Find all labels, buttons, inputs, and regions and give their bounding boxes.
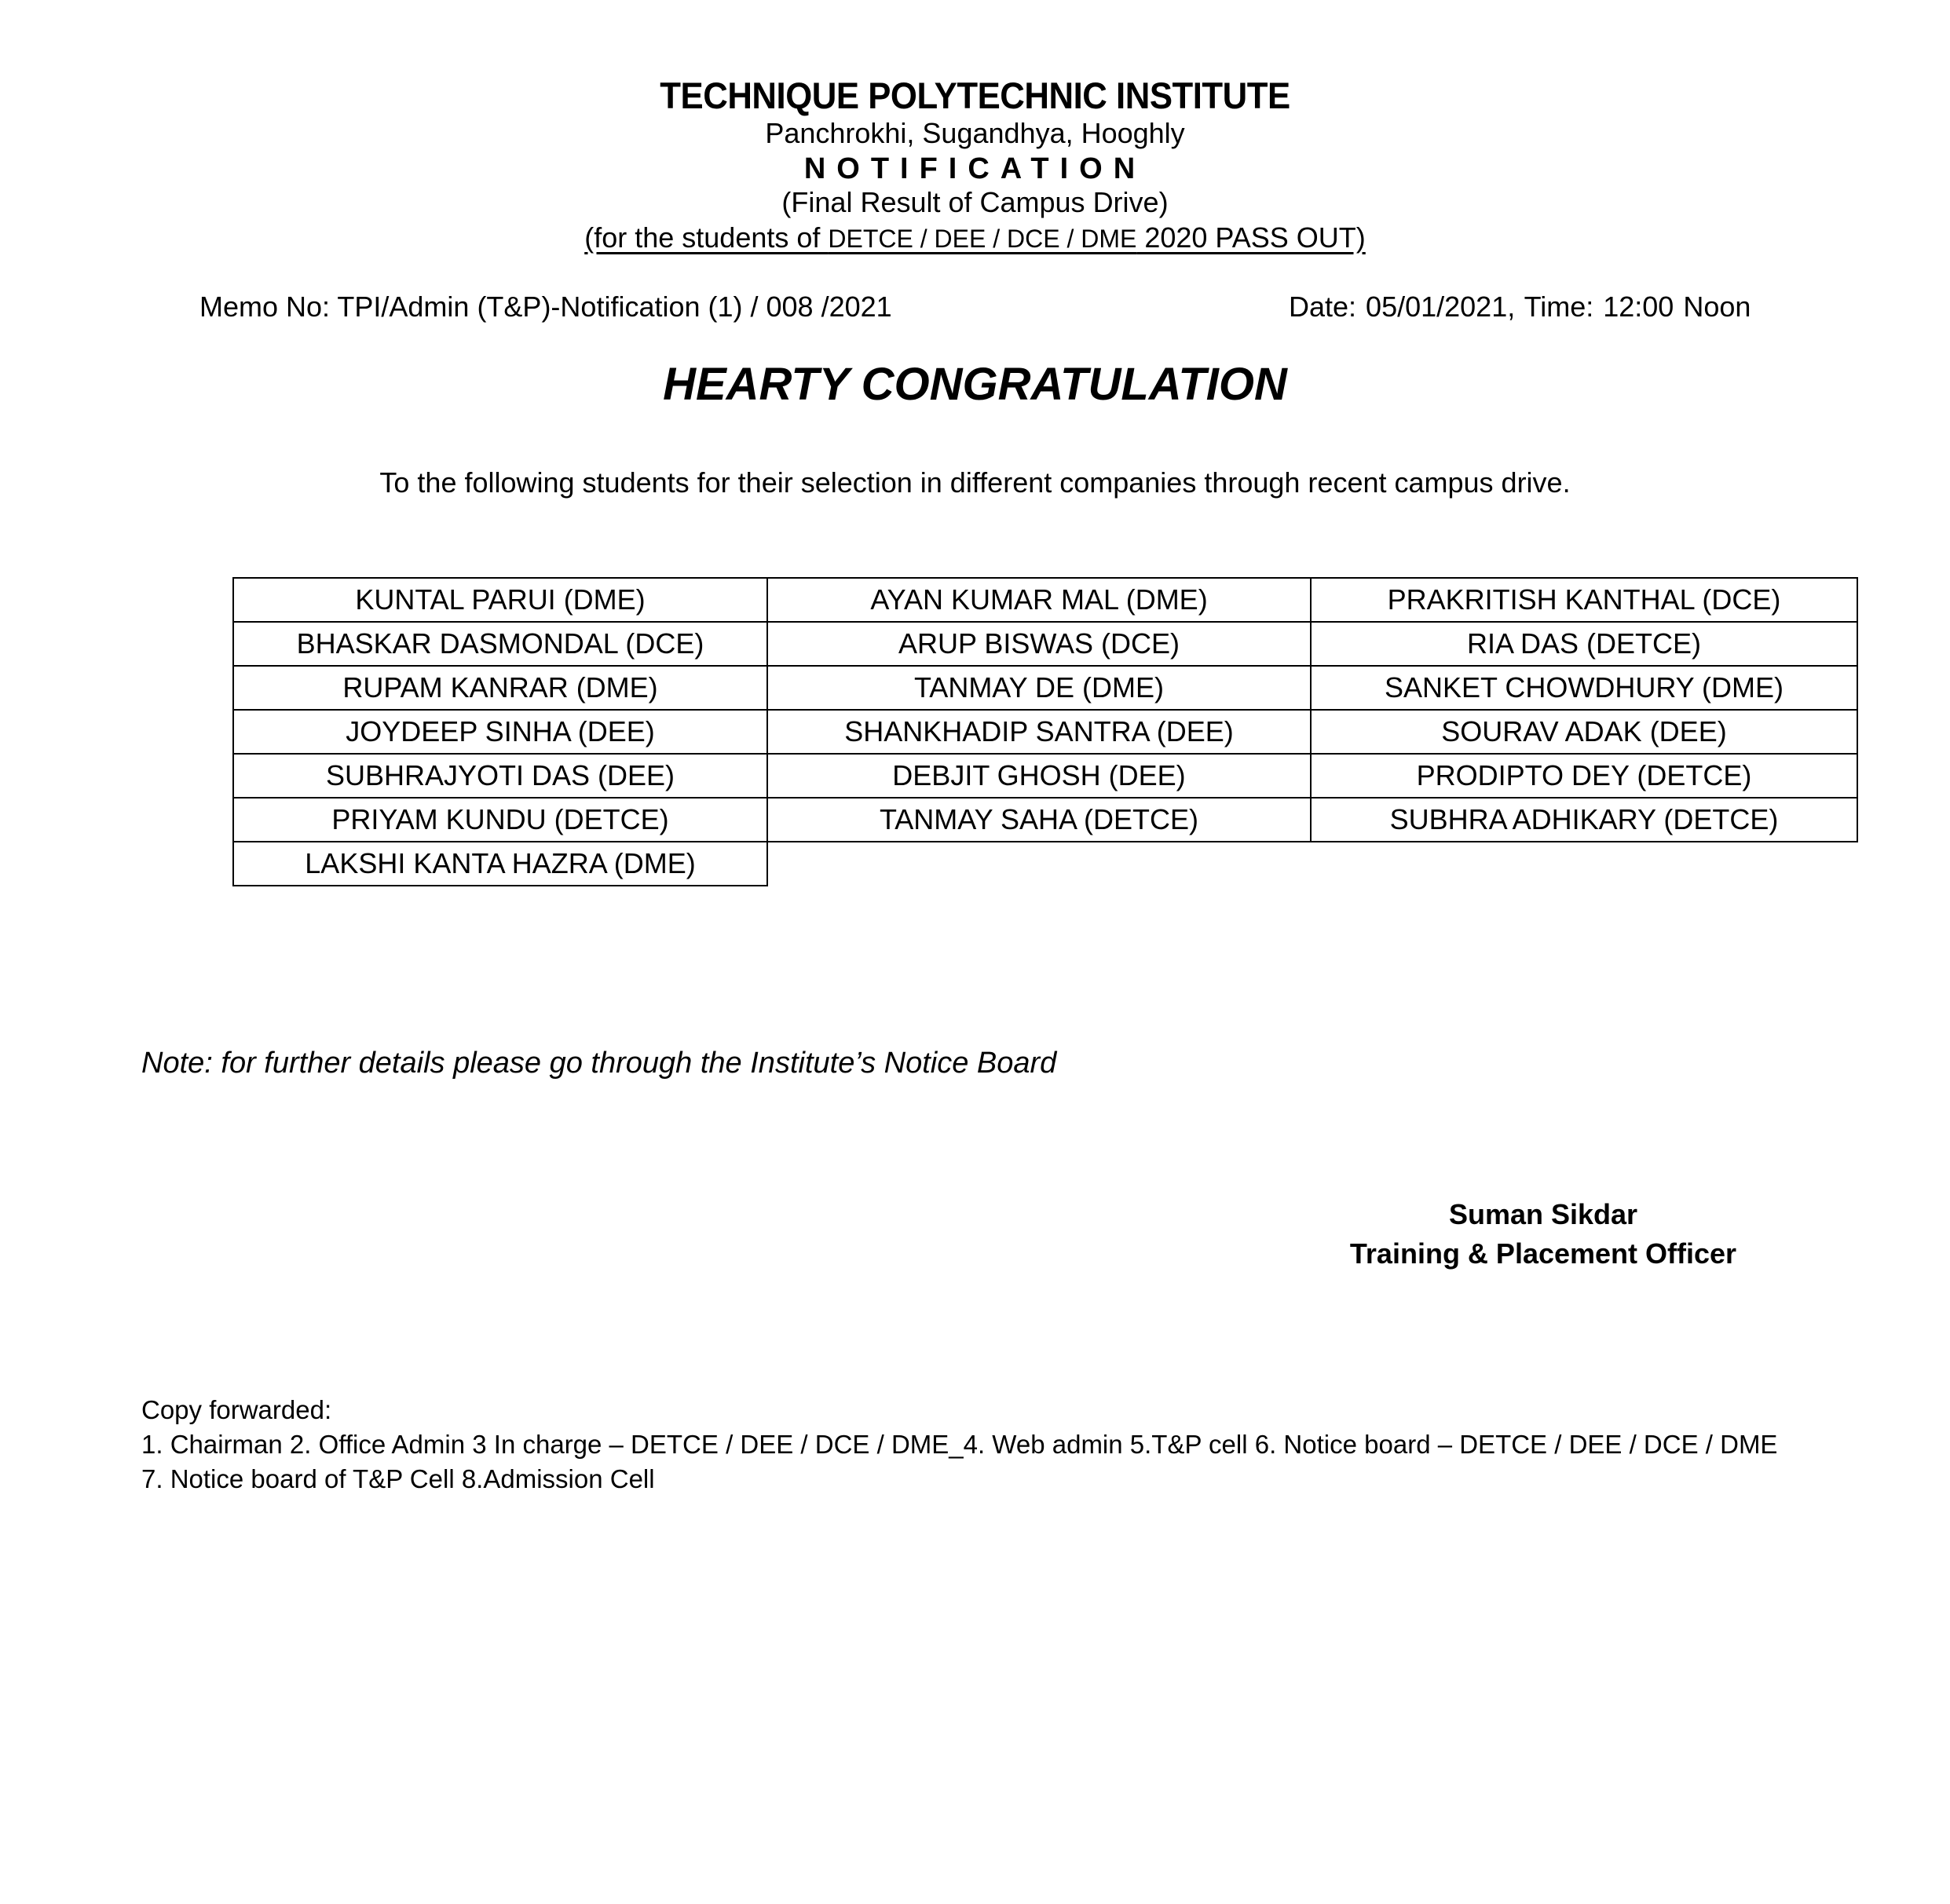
student-cell: SUBHRAJYOTI DAS (DEE) bbox=[233, 754, 767, 798]
student-cell: PRODIPTO DEY (DETCE) bbox=[1311, 754, 1857, 798]
page-heading: HEARTY CONGRATULATION bbox=[663, 359, 1287, 410]
student-cell: SHANKHADIP SANTRA (DEE) bbox=[767, 710, 1311, 754]
student-cell: SANKET CHOWDHURY (DME) bbox=[1311, 666, 1857, 710]
table-row bbox=[233, 842, 1857, 886]
student-cell: KUNTAL PARUI (DME) bbox=[233, 578, 767, 622]
selected-students-table bbox=[232, 577, 1858, 886]
signatory-name: Suman Sikdar bbox=[1448, 1198, 1638, 1230]
notification-subtitle: (Final Result of Campus Drive) bbox=[781, 186, 1169, 218]
table-row bbox=[233, 710, 1857, 754]
copy-forwarded-label: Copy forwarded: bbox=[141, 1395, 332, 1424]
table-row bbox=[233, 578, 1857, 622]
institute-name: TECHNIQUE POLYTECHNIC INSTITUTE bbox=[660, 75, 1290, 116]
student-cell: ARUP BISWAS (DCE) bbox=[767, 622, 1311, 666]
student-cell: RIA DAS (DETCE) bbox=[1311, 622, 1857, 666]
student-cell: TANMAY SAHA (DETCE) bbox=[767, 798, 1311, 842]
memo-number: Memo No: TPI/Admin (T&P)-Notification (1) / 008 /2021 bbox=[199, 291, 892, 323]
student-cell: SOURAV ADAK (DEE) bbox=[1311, 710, 1857, 754]
copy-forwarded-line-2: 7. Notice board of T&P Cell 8.Admission Cell bbox=[141, 1464, 655, 1493]
students-prefix: (for the students of bbox=[584, 221, 829, 254]
date-time: Date: 05/01/2021, Time: 12:00 Noon bbox=[1289, 291, 1751, 323]
empty-cell bbox=[1311, 842, 1857, 886]
copy-forwarded-line-1: 1. Chairman 2. Office Admin 3 In charge – DETCE / DEE / DCE / DME_4. Web admin 5.T&P cell 6. Notice board – DETCE / DEE / DCE / DME bbox=[141, 1430, 1778, 1459]
student-cell: PRIYAM KUNDU (DETCE) bbox=[233, 798, 767, 842]
student-cell: AYAN KUMAR MAL (DME) bbox=[767, 578, 1311, 622]
students-suffix: 2020 PASS OUT) bbox=[1136, 221, 1366, 254]
note-text: Note: for further details please go through the Institute’s Notice Board bbox=[141, 1047, 1057, 1080]
student-cell: PRAKRITISH KANTHAL (DCE) bbox=[1311, 578, 1857, 622]
table-row bbox=[233, 754, 1857, 798]
student-cell: SUBHRA ADHIKARY (DETCE) bbox=[1311, 798, 1857, 842]
student-cell: BHASKAR DASMONDAL (DCE) bbox=[233, 622, 767, 666]
institute-address: Panchrokhi, Sugandhya, Hooghly bbox=[765, 117, 1185, 149]
student-cell: TANMAY DE (DME) bbox=[767, 666, 1311, 710]
table-row bbox=[233, 622, 1857, 666]
intro-text: To the following students for their selection in different companies through recent campus drive. bbox=[379, 466, 1571, 499]
student-cell: DEBJIT GHOSH (DEE) bbox=[767, 754, 1311, 798]
empty-cell bbox=[767, 842, 1311, 886]
students-depts: DETCE / DEE / DCE / DME bbox=[828, 225, 1137, 253]
table-row bbox=[233, 798, 1857, 842]
notification-title: NOTIFICATION bbox=[803, 152, 1147, 185]
student-cell: RUPAM KANRAR (DME) bbox=[233, 666, 767, 710]
table-row bbox=[233, 666, 1857, 710]
student-cell: LAKSHI KANTA HAZRA (DME) bbox=[233, 842, 767, 886]
signatory-title: Training & Placement Officer bbox=[1349, 1237, 1737, 1270]
student-cell: JOYDEEP SINHA (DEE) bbox=[233, 710, 767, 754]
students-line bbox=[0, 220, 1950, 257]
